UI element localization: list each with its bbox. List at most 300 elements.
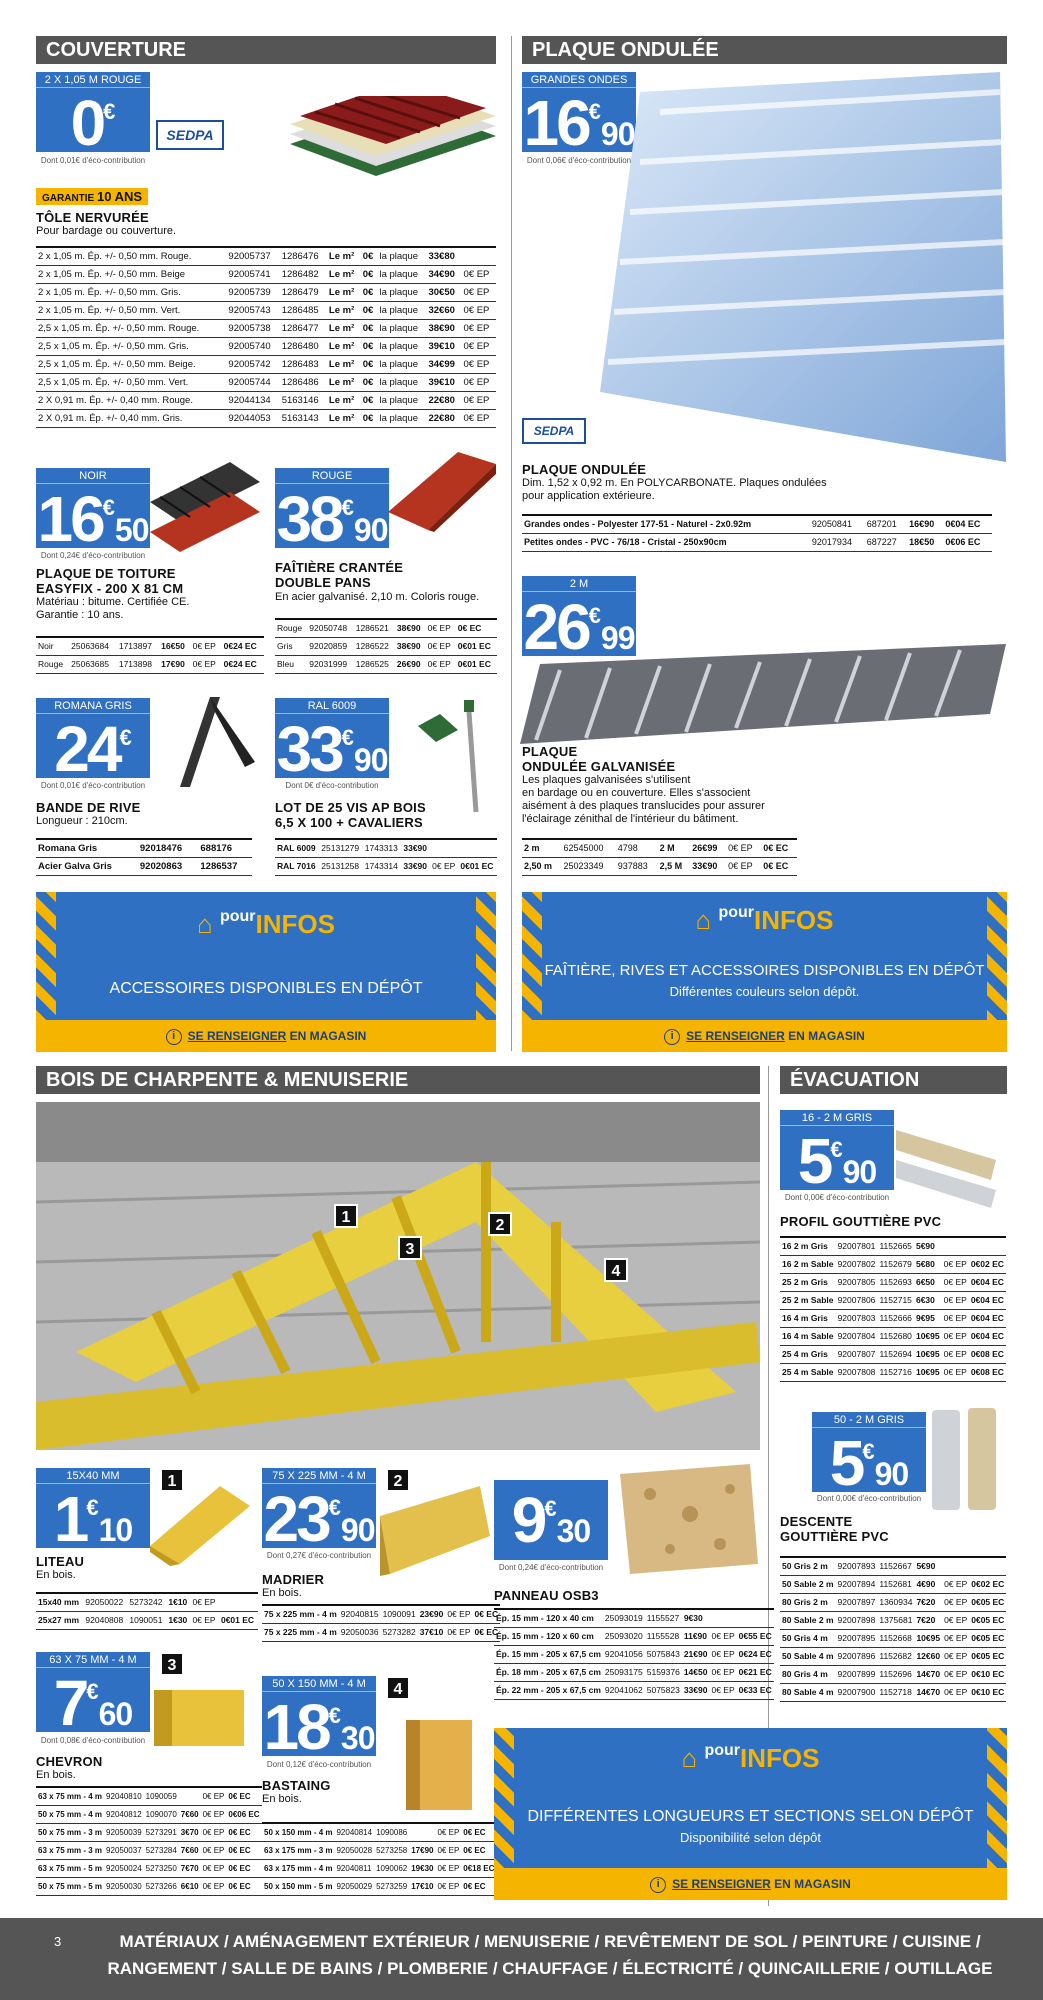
footer-line-1: MATÉRIAUX / AMÉNAGEMENT EXTÉRIEUR / MENUISERIE / REVÊTEMENT DE SOL / PEINTURE / CUISINE / xyxy=(119,1932,981,1951)
table-cell: 92007808 xyxy=(836,1363,878,1381)
table-cell: 92040811 xyxy=(334,1859,374,1877)
table-row xyxy=(36,655,264,673)
table-cell: 25131258 xyxy=(319,857,363,875)
price-box-galva: 2 M 26€99 xyxy=(523,578,635,656)
table-row xyxy=(780,1647,1006,1665)
eco-descente: Dont 0,00€ d'éco-contribution xyxy=(816,1494,922,1503)
table-cell: 34€99 xyxy=(426,355,461,373)
table-cell: 0€ xyxy=(361,409,378,427)
table-cell: 4€90 xyxy=(914,1575,942,1593)
table-cell: 92040814 xyxy=(334,1823,374,1841)
table-cell: 92005743 xyxy=(226,301,279,319)
liteau-number: 1 xyxy=(160,1468,184,1492)
descente-image xyxy=(928,1404,1008,1514)
table-cell: 92007807 xyxy=(836,1345,878,1363)
table-cell: 5273259 xyxy=(374,1877,409,1895)
table-cell: 0€ xyxy=(361,301,378,319)
table-cell: 0€ EP xyxy=(201,1859,227,1877)
table-cell: Le m² xyxy=(327,373,361,391)
table-cell: 1152715 xyxy=(877,1291,914,1309)
table-cell: 2 M xyxy=(658,839,691,857)
table-cell: 0€ EP xyxy=(942,1327,969,1345)
table-cell: la plaque xyxy=(377,373,426,391)
price-box-vis: RAL 6009 33€90 xyxy=(276,700,388,778)
table-row xyxy=(36,283,496,301)
table-row xyxy=(36,1611,258,1629)
table-cell: Rouge xyxy=(275,619,307,637)
table-cell: 1152680 xyxy=(877,1327,914,1345)
tole-image xyxy=(290,96,496,184)
info3-sub: Disponibilité selon dépôt xyxy=(680,1830,821,1845)
table-cell: 92007897 xyxy=(836,1593,878,1611)
table-cell: 0€ EP xyxy=(942,1593,969,1611)
table-cell: 0€05 EC xyxy=(969,1629,1006,1647)
table-cell: 33€90 xyxy=(690,857,726,875)
table-cell: 16 2 m Sable xyxy=(780,1255,836,1273)
table-cell: 1286485 xyxy=(280,301,327,319)
price-box-osb: 9€30 xyxy=(494,1480,608,1560)
table-cell: 937883 xyxy=(616,857,658,875)
table-liteau xyxy=(36,1592,258,1630)
table-cell: 17€10 xyxy=(409,1877,435,1895)
desc-ondulee-1: Dim. 1,52 x 0,92 m. En POLYCARBONATE. Plaques ondulées xyxy=(522,477,827,489)
table-row xyxy=(522,533,992,551)
table-row xyxy=(780,1255,1006,1273)
table-row xyxy=(522,857,797,875)
desc-easyfix-1: Matériau : bitume. Certifiée CE. xyxy=(36,596,190,608)
table-cell: 0€ EP xyxy=(435,1859,461,1877)
table-cell: 1286537 xyxy=(198,857,252,875)
table-cell: 0€ EP xyxy=(709,1627,736,1645)
gouttiere-image xyxy=(896,1120,1006,1210)
table-cell: 0€ EP xyxy=(201,1787,227,1805)
price-box-faitiere: ROUGE 38€90 xyxy=(276,470,388,548)
table-cell: 0€ EP xyxy=(462,283,496,301)
table-cell: 7€20 xyxy=(914,1593,942,1611)
table-cell: 0€ EP xyxy=(942,1345,969,1363)
table-row xyxy=(494,1681,774,1699)
table-cell xyxy=(219,1593,258,1611)
table-row xyxy=(36,637,264,655)
table-cell: 1152681 xyxy=(877,1575,914,1593)
bande-image xyxy=(160,692,260,792)
table-cell: 25131279 xyxy=(319,839,363,857)
table-galva xyxy=(522,838,797,876)
table-cell: 0€08 EC xyxy=(969,1345,1006,1363)
eco-bastaing: Dont 0,12€ d'éco-contribution xyxy=(266,1760,372,1769)
table-cell: 1155528 xyxy=(645,1627,682,1645)
table-cell: 0€04 EC xyxy=(969,1273,1006,1291)
table-row xyxy=(780,1629,1006,1647)
table-cell: 6€30 xyxy=(914,1291,942,1309)
table-cell: 2 x 1,05 m. Ép. +/- 0,50 mm. Beige xyxy=(36,265,226,283)
table-row xyxy=(36,355,496,373)
table-cell: 50 x 75 mm - 3 m xyxy=(36,1823,104,1841)
table-cell: 0€05 EC xyxy=(969,1647,1006,1665)
footer-bar xyxy=(0,1918,1043,2000)
title-gouttiere: PROFIL GOUTTIÈRE PVC xyxy=(780,1214,942,1229)
table-cell: 2,5 x 1,05 m. Ép. +/- 0,50 mm. Gris. xyxy=(36,337,226,355)
table-cell: 5163146 xyxy=(280,391,327,409)
table-cell: 0€ EP xyxy=(709,1663,736,1681)
table-cell: 26€90 xyxy=(395,655,426,673)
title-ondulee: PLAQUE ONDULÉE xyxy=(522,462,647,477)
table-cell: 16 2 m Gris xyxy=(780,1237,836,1255)
eco-osb: Dont 0,24€ d'éco-contribution xyxy=(498,1563,604,1572)
table-cell: 7€60 xyxy=(179,1805,201,1823)
info3-footer[interactable]: i SE RENSEIGNER EN MAGASIN xyxy=(494,1868,1007,1900)
table-cell: 1090051 xyxy=(127,1611,166,1629)
table-cell: 62545000 xyxy=(561,839,615,857)
table-cell: 1090070 xyxy=(144,1805,179,1823)
table-cell: 688176 xyxy=(198,839,252,857)
madrier-image xyxy=(380,1486,490,1576)
info1-text: ACCESSOIRES DISPONIBLES EN DÉPÔT xyxy=(109,980,423,997)
desc-bande: Longueur : 210cm. xyxy=(36,815,128,827)
table-cell: 7€20 xyxy=(914,1611,942,1629)
table-cell: 1€30 xyxy=(166,1611,190,1629)
table-cell: 25063684 xyxy=(69,637,117,655)
table-cell: 92050029 xyxy=(334,1877,374,1895)
table-cell: 0€ EP xyxy=(190,1611,219,1629)
table-cell: 2 X 0,91 m. Ép. +/- 0,40 mm. Gris. xyxy=(36,409,226,427)
desc-chevron: En bois. xyxy=(36,1769,76,1781)
table-cell: 1152666 xyxy=(877,1309,914,1327)
table-cell: 92018476 xyxy=(138,839,199,857)
table-cell: 75 x 225 mm - 4 m xyxy=(262,1623,339,1641)
title-osb: PANNEAU OSB3 xyxy=(494,1588,599,1603)
table-cell: 5€80 xyxy=(914,1255,942,1273)
table-cell: 16€50 xyxy=(159,637,191,655)
table-cell: 50 Sable 2 m xyxy=(780,1575,836,1593)
table-cell: 0€01 EC xyxy=(456,655,497,673)
table-cell: 0€ EP xyxy=(942,1255,969,1273)
table-cell: 0€ EP xyxy=(426,655,456,673)
table-cell: 19€30 xyxy=(409,1859,435,1877)
ondulee-image xyxy=(600,72,1006,472)
table-chevron xyxy=(36,1786,262,1896)
table-bande xyxy=(36,838,252,876)
table-cell: 92007806 xyxy=(836,1291,878,1309)
table-cell: 6€50 xyxy=(914,1273,942,1291)
table-cell: la plaque xyxy=(377,409,426,427)
table-row xyxy=(262,1623,500,1641)
table-cell: 75 x 225 mm - 4 m xyxy=(262,1605,339,1623)
table-row xyxy=(262,1877,496,1895)
title-descente-2: GOUTTIÈRE PVC xyxy=(780,1529,889,1544)
product-title-tole: TÔLE NERVURÉE xyxy=(36,210,149,225)
table-cell: 50 Gris 2 m xyxy=(780,1557,836,1575)
table-cell: 17€90 xyxy=(409,1841,435,1859)
table-cell: 92007802 xyxy=(836,1255,878,1273)
desc-liteau: En bois. xyxy=(36,1569,76,1581)
table-cell: 1713898 xyxy=(117,655,159,673)
galva-image xyxy=(520,644,1006,754)
price-box-easyfix: NOIR 16€50 xyxy=(37,470,149,548)
table-cell: 10€95 xyxy=(914,1345,942,1363)
table-cell: 18€50 xyxy=(907,533,943,551)
table-cell: 1286480 xyxy=(280,337,327,355)
table-row xyxy=(780,1575,1006,1593)
easyfix-image xyxy=(150,462,260,552)
table-cell xyxy=(969,1237,1006,1255)
table-row xyxy=(494,1609,774,1627)
table-cell: 63 x 175 mm - 3 m xyxy=(262,1841,334,1859)
table-cell: 92005737 xyxy=(226,247,279,265)
table-cell: 0€ EC xyxy=(761,839,797,857)
table-cell: 92041062 xyxy=(603,1681,645,1699)
table-row xyxy=(36,373,496,391)
desc-galva-1: Les plaques galvanisées s'utilisent xyxy=(522,774,691,786)
table-cell: Le m² xyxy=(327,283,361,301)
table-cell: 5273282 xyxy=(381,1623,418,1641)
table-cell: Le m² xyxy=(327,391,361,409)
table-row xyxy=(36,265,496,283)
table-cell: 1152668 xyxy=(877,1629,914,1647)
table-cell: 1152665 xyxy=(877,1237,914,1255)
table-cell xyxy=(409,1823,435,1841)
desc-faitiere: En acier galvanisé. 2,10 m. Coloris rouge. xyxy=(275,591,480,603)
table-cell: 22€80 xyxy=(426,391,461,409)
table-cell: 14€70 xyxy=(914,1665,942,1683)
table-cell: 37€10 xyxy=(418,1623,446,1641)
table-cell: 0€10 EC xyxy=(969,1665,1006,1683)
table-cell: 1152718 xyxy=(877,1683,914,1701)
table-cell: Ép. 15 mm - 120 x 40 cm xyxy=(494,1609,603,1627)
table-cell: 0€ EP xyxy=(201,1805,227,1823)
table-cell: 0€ xyxy=(361,337,378,355)
table-cell: 92007805 xyxy=(836,1273,878,1291)
table-cell: 0€05 EC xyxy=(969,1593,1006,1611)
table-row xyxy=(494,1627,774,1645)
table-row xyxy=(780,1557,1006,1575)
table-row xyxy=(36,1859,262,1877)
price-box-madrier: 75 X 225 MM - 4 M 23€90 xyxy=(263,1470,375,1548)
table-cell: Ép. 18 mm - 205 x 67,5 cm xyxy=(494,1663,603,1681)
info2-text: FAÎTIÈRE, RIVES ET ACCESSOIRES DISPONIBLES EN DÉPÔT xyxy=(544,962,985,979)
faitiere-image xyxy=(388,452,496,532)
table-cell: 16 4 m Gris xyxy=(780,1309,836,1327)
table-cell: 92005739 xyxy=(226,283,279,301)
price-box-descente: 50 - 2 M GRIS 5€90 xyxy=(812,1412,926,1492)
table-cell: 21€90 xyxy=(682,1645,710,1663)
title-galva-1: PLAQUE xyxy=(522,744,578,759)
table-cell: 5159376 xyxy=(645,1663,682,1681)
table-cell: la plaque xyxy=(377,391,426,409)
table-cell: 0€ EP xyxy=(726,839,761,857)
table-cell: Petites ondes - PVC - 76/18 - Cristal - 250x90cm xyxy=(522,533,810,551)
table-cell: 0€ xyxy=(361,373,378,391)
table-row xyxy=(522,515,992,533)
table-cell xyxy=(430,839,458,857)
table-cell: 0€ EC xyxy=(456,619,497,637)
table-cell: 4798 xyxy=(616,839,658,857)
table-row xyxy=(36,1593,258,1611)
table-cell: 0€ EP xyxy=(942,1309,969,1327)
table-cell: 1152696 xyxy=(877,1665,914,1683)
table-cell: 92050037 xyxy=(104,1841,144,1859)
table-cell: 33€90 xyxy=(682,1681,710,1699)
desc-bastaing: En bois. xyxy=(262,1793,302,1805)
table-cell: 16€90 xyxy=(907,515,943,533)
table-cell: 0€08 EC xyxy=(969,1363,1006,1381)
table-cell: 25 4 m Sable xyxy=(780,1363,836,1381)
table-cell: Grandes ondes - Polyester 177-51 - Naturel - 2x0.92m xyxy=(522,515,810,533)
title-chevron: CHEVRON xyxy=(36,1754,103,1769)
table-cell: 0€04 EC xyxy=(969,1327,1006,1345)
table-cell: 0€ EP xyxy=(445,1605,472,1623)
table-cell: 92007899 xyxy=(836,1665,878,1683)
table-cell xyxy=(462,247,496,265)
title-vis-1: LOT DE 25 VIS AP BOIS xyxy=(275,800,426,815)
table-cell: 0€02 EC xyxy=(969,1575,1006,1593)
table-cell: 14€70 xyxy=(914,1683,942,1701)
eco-chevron: Dont 0,08€ d'éco-contribution xyxy=(40,1736,146,1745)
table-cell: 3€70 xyxy=(179,1823,201,1841)
desc-galva-3: aisément à des plaques translucides pour assurer xyxy=(522,800,765,812)
price-box-tole: 2 X 1,05 M ROUGE 0€ xyxy=(36,72,150,152)
table-cell: 5€90 xyxy=(914,1237,942,1255)
table-cell: RAL 7016 xyxy=(275,857,319,875)
table-cell: Ép. 22 mm - 205 x 67,5 cm xyxy=(494,1681,603,1699)
table-row xyxy=(36,409,496,427)
table-cell: 38€90 xyxy=(395,637,426,655)
table-cell xyxy=(458,839,497,857)
table-cell: 92005738 xyxy=(226,319,279,337)
table-row xyxy=(36,839,252,857)
desc-ondulee-2: pour application extérieure. xyxy=(522,490,655,502)
table-cell: 1286483 xyxy=(280,355,327,373)
table-cell: 92005744 xyxy=(226,373,279,391)
table-cell: 1360934 xyxy=(877,1593,914,1611)
info1-footer[interactable]: i SE RENSEIGNER EN MAGASIN xyxy=(36,1020,496,1052)
table-cell: 92007898 xyxy=(836,1611,878,1629)
table-cell: 80 Gris 4 m xyxy=(780,1665,836,1683)
table-cell: 0€33 EC xyxy=(737,1681,774,1699)
table-row xyxy=(780,1237,1006,1255)
table-row xyxy=(36,301,496,319)
table-row xyxy=(275,619,497,637)
table-cell: la plaque xyxy=(377,247,426,265)
table-cell: 0€ EP xyxy=(942,1291,969,1309)
table-cell: 0€02 EC xyxy=(969,1255,1006,1273)
table-cell: 5273284 xyxy=(144,1841,179,1859)
table-row xyxy=(36,1805,262,1823)
guarantee-badge: GARANTIE 10 ANS xyxy=(36,188,148,206)
table-cell: Le m² xyxy=(327,409,361,427)
table-cell: 23€90 xyxy=(418,1605,446,1623)
table-cell: 5273250 xyxy=(144,1859,179,1877)
table-cell: 15x40 mm xyxy=(36,1593,83,1611)
table-cell: 92007896 xyxy=(836,1647,878,1665)
bastaing-number: 4 xyxy=(386,1676,410,1700)
table-cell: 1375681 xyxy=(877,1611,914,1629)
table-cell: 0€01 EC xyxy=(456,637,497,655)
table-cell: 32€60 xyxy=(426,301,461,319)
table-madrier xyxy=(262,1604,500,1642)
table-cell: 33€80 xyxy=(426,247,461,265)
table-cell: 2,50 m xyxy=(522,857,561,875)
table-cell: 92017934 xyxy=(810,533,865,551)
table-cell: 687201 xyxy=(865,515,907,533)
table-cell: 0€ EP xyxy=(462,355,496,373)
table-cell: 92050748 xyxy=(307,619,353,637)
table-cell: 14€50 xyxy=(682,1663,710,1681)
table-cell: 92005740 xyxy=(226,337,279,355)
table-cell: 0€24 EC xyxy=(737,1645,774,1663)
title-descente-1: DESCENTE xyxy=(780,1514,853,1529)
table-cell: 25x27 mm xyxy=(36,1611,83,1629)
table-cell: 92007803 xyxy=(836,1309,878,1327)
table-cell xyxy=(969,1557,1006,1575)
table-cell: Le m² xyxy=(327,319,361,337)
info2-sub: Différentes couleurs selon dépôt. xyxy=(669,984,860,999)
table-cell: 92007894 xyxy=(836,1575,878,1593)
table-cell: 0€04 EC xyxy=(943,515,992,533)
osb-image xyxy=(620,1464,758,1574)
table-cell: 50 Gris 4 m xyxy=(780,1629,836,1647)
table-cell: 1743314 xyxy=(363,857,402,875)
eco-easyfix: Dont 0,24€ d'éco-contribution xyxy=(40,551,146,560)
table-cell: 39€10 xyxy=(426,337,461,355)
table-cell: 0€ EP xyxy=(435,1841,461,1859)
table-cell: 0€06 EC xyxy=(226,1805,261,1823)
table-cell xyxy=(942,1237,969,1255)
table-descente xyxy=(780,1556,1006,1702)
table-cell: 92040815 xyxy=(339,1605,381,1623)
table-cell: 0€ EP xyxy=(462,409,496,427)
table-cell: Ép. 15 mm - 205 x 67,5 cm xyxy=(494,1645,603,1663)
table-row xyxy=(36,319,496,337)
table-cell: 1090062 xyxy=(374,1859,409,1877)
table-cell: 1286482 xyxy=(280,265,327,283)
table-cell: 5€90 xyxy=(914,1557,942,1575)
table-row xyxy=(36,247,496,265)
table-cell: 1743313 xyxy=(363,839,402,857)
table-cell: 25093175 xyxy=(603,1663,645,1681)
table-cell: 0€ EC xyxy=(226,1841,261,1859)
price-box-bande: ROMANA GRIS 24€ xyxy=(36,698,150,778)
label-3: 3 xyxy=(398,1236,422,1260)
table-cell: 0€24 EC xyxy=(222,637,264,655)
table-cell: 1€10 xyxy=(166,1593,190,1611)
title-faitiere-2: DOUBLE PANS xyxy=(275,575,371,590)
table-cell: 38€90 xyxy=(395,619,426,637)
table-cell: 0€ EC xyxy=(226,1859,261,1877)
table-cell: 25093019 xyxy=(603,1609,645,1627)
table-cell: 1286476 xyxy=(280,247,327,265)
table-cell: 33€90 xyxy=(401,857,430,875)
info2-footer[interactable]: i SE RENSEIGNER EN MAGASIN xyxy=(522,1020,1007,1052)
table-cell: 12€60 xyxy=(914,1647,942,1665)
table-cell: 2 x 1,05 m. Ép. +/- 0,50 mm. Gris. xyxy=(36,283,226,301)
table-cell: 0€04 EC xyxy=(969,1309,1006,1327)
table-cell: 80 Sable 2 m xyxy=(780,1611,836,1629)
table-cell: 1286486 xyxy=(280,373,327,391)
table-row xyxy=(262,1841,496,1859)
table-cell: 92041056 xyxy=(603,1645,645,1663)
table-cell: 1090059 xyxy=(144,1787,179,1805)
table-cell: 92007893 xyxy=(836,1557,878,1575)
table-cell: 0€ EP xyxy=(709,1681,736,1699)
table-row xyxy=(494,1645,774,1663)
table-cell: 10€95 xyxy=(914,1363,942,1381)
table-cell xyxy=(709,1609,736,1627)
table-cell: 2,5 x 1,05 m. Ép. +/- 0,50 mm. Vert. xyxy=(36,373,226,391)
sedpa-logo-2: SEDPA xyxy=(522,418,586,444)
table-cell: 0€ EP xyxy=(190,1593,219,1611)
table-cell xyxy=(737,1609,774,1627)
